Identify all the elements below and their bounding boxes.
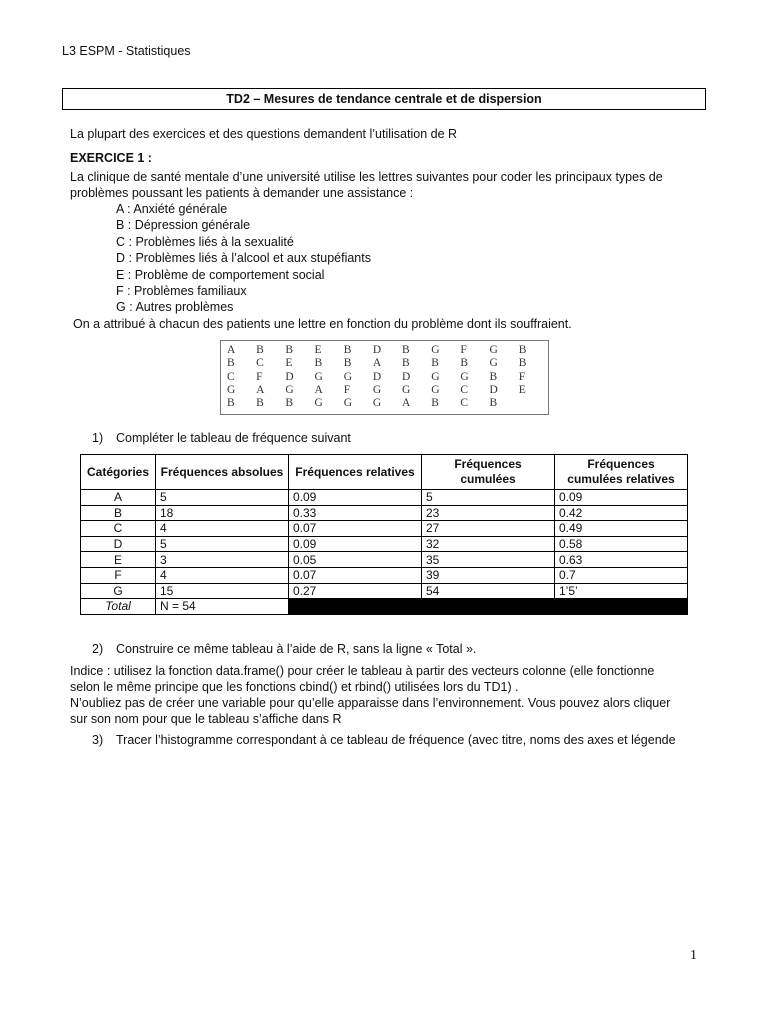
exercise-heading: EXERCICE 1 :: [70, 151, 152, 165]
letter-cell: C: [460, 384, 469, 397]
cell-cumrel: 0.58: [555, 536, 688, 552]
hint-line3: N’oubliez pas de créer une variable pour qu’elle apparaisse dans l’environnement. Vous pouvez alors cliquer: [70, 696, 671, 710]
table-row: [81, 521, 688, 537]
letter-cell: D: [372, 370, 382, 383]
cell-abs: 4: [156, 521, 289, 537]
letter-cell: [519, 397, 548, 410]
header-cumulative-relative: [555, 455, 688, 490]
page-number: 1: [690, 948, 697, 963]
letter-cell: A: [256, 384, 265, 397]
category-item: F : Problèmes familiaux: [116, 284, 247, 299]
letter-cell: G: [343, 370, 352, 383]
letter-cell: B: [256, 344, 264, 357]
cell-cumrel: 0.49: [555, 521, 688, 537]
letter-cell: C: [227, 370, 235, 383]
header-abs: Fréquences absolues: [156, 455, 289, 490]
letter-cell: G: [489, 357, 498, 370]
letter-grid-row: [227, 344, 548, 357]
assignment-text: On a attribué à chacun des patients une lettre en fonction du problème dont ils souffraient.: [73, 317, 572, 331]
letter-cell: G: [227, 384, 236, 397]
question-number: 1): [92, 431, 104, 445]
letter-cell: G: [372, 397, 382, 410]
letter-cell: C: [460, 397, 469, 410]
letter-cell: A: [227, 344, 236, 357]
letter-cell: G: [314, 370, 323, 383]
question-2: [92, 642, 476, 656]
hint-line2: selon le même principe que les fonctions cbind() et rbind() utilisées lors du TD1) .: [70, 680, 519, 694]
header-cum-line2: cumulées: [460, 472, 516, 486]
cell-cumrel: 1’5’: [555, 583, 688, 599]
category-item: D : Problèmes liés à l’alcool et aux stupéfiants: [116, 251, 371, 266]
letter-cell: G: [372, 384, 382, 397]
header-cumrel-line1: Fréquences: [587, 457, 655, 471]
header-rel: Fréquences relatives: [289, 455, 422, 490]
question-text: Compléter le tableau de fréquence suivant: [116, 431, 351, 445]
letter-cell: F: [256, 370, 263, 383]
cell-cum: 5: [422, 490, 555, 506]
letter-cell: A: [402, 397, 411, 410]
letter-cell: G: [402, 384, 411, 397]
cell-rel: 0.09: [289, 490, 422, 506]
letter-cell: B: [256, 397, 264, 410]
letter-cell: B: [431, 357, 439, 370]
category-list: [116, 201, 371, 316]
table-row: [81, 583, 688, 599]
cell-cum: 23: [422, 505, 555, 521]
letter-cell: D: [285, 370, 294, 383]
cell-abs: 5: [156, 490, 289, 506]
letter-cell: B: [489, 370, 498, 383]
category-item: E : Problème de comportement social: [116, 267, 325, 282]
letter-cell: B: [285, 397, 294, 410]
frequency-table: [80, 454, 688, 615]
letter-cell: B: [314, 357, 323, 370]
letter-cell: D: [489, 384, 498, 397]
letter-cell: D: [402, 370, 411, 383]
letter-cell: B: [431, 397, 439, 410]
letter-cell: G: [343, 397, 352, 410]
cell-cumrel: 0.7: [555, 567, 688, 583]
question-text: Construire ce même tableau à l’aide de R, sans la ligne « Total ».: [116, 642, 477, 656]
cell-category: F: [81, 567, 156, 583]
course-header: L3 ESPM - Statistiques: [62, 44, 191, 58]
letter-cell: B: [518, 344, 527, 357]
letter-grid-row: [227, 371, 548, 384]
letter-cell: E: [314, 344, 322, 357]
cell-rel: 0.07: [289, 567, 422, 583]
total-row: [81, 599, 688, 615]
cell-rel: 0.27: [289, 583, 422, 599]
letter-cell: B: [489, 397, 498, 410]
letter-cell: B: [227, 397, 235, 410]
letter-cell: G: [489, 344, 498, 357]
letter-cell: B: [402, 357, 410, 370]
table-row: [81, 552, 688, 568]
cell-abs: 3: [156, 552, 289, 568]
letter-cell: G: [431, 384, 440, 397]
total-value: N = 54: [156, 599, 289, 615]
cell-rel: 0.09: [289, 536, 422, 552]
letter-cell: E: [518, 384, 526, 397]
cell-abs: 5: [156, 536, 289, 552]
letter-grid-table: [227, 344, 548, 410]
cell-cumrel: 0.63: [555, 552, 688, 568]
cell-cumrel: 0.42: [555, 505, 688, 521]
letter-cell: B: [343, 357, 352, 370]
cell-cum: 35: [422, 552, 555, 568]
letter-cell: F: [460, 344, 467, 357]
cell-category: D: [81, 536, 156, 552]
cell-cum: 32: [422, 536, 555, 552]
question-1: [92, 431, 351, 445]
exercise-description-line2: problèmes poussant les patients à demander une assistance :: [70, 186, 414, 200]
question-text: Tracer l’histogramme correspondant à ce tableau de fréquence (avec titre, noms des axes et légende: [116, 733, 676, 747]
letter-grid-row: [227, 397, 548, 410]
table-row: [81, 490, 688, 506]
blacked-out-cells: [289, 599, 688, 615]
letter-cell: B: [402, 344, 410, 357]
cell-category: C: [81, 521, 156, 537]
cell-category: G: [81, 583, 156, 599]
cell-cum: 54: [422, 583, 555, 599]
category-item: C : Problèmes liés à la sexualité: [116, 234, 294, 249]
letter-cell: G: [431, 344, 440, 357]
table-row: [81, 505, 688, 521]
letter-cell: B: [518, 357, 527, 370]
letter-cell: G: [460, 370, 469, 383]
category-item: A : Anxiété générale: [116, 202, 228, 216]
header-cumulative: [422, 455, 555, 490]
cell-rel: 0.33: [289, 505, 422, 521]
cell-cum: 39: [422, 567, 555, 583]
header-cumrel-line2: cumulées relatives: [567, 472, 675, 486]
letter-cell: F: [343, 384, 351, 397]
letter-grid-row: [227, 357, 548, 370]
letter-cell: E: [285, 357, 293, 370]
letter-cell: A: [372, 357, 382, 370]
letter-cell: G: [314, 397, 323, 410]
cell-category: A: [81, 490, 156, 506]
document-title: TD2 – Mesures de tendance centrale et de dispersion: [62, 88, 706, 110]
question-number: 2): [92, 642, 104, 656]
letter-cell: D: [372, 344, 382, 357]
header-cum-line1: Fréquences: [454, 457, 522, 471]
cell-category: B: [81, 505, 156, 521]
letter-cell: G: [431, 370, 440, 383]
letter-cell: B: [285, 344, 294, 357]
question-3: [92, 733, 676, 747]
cell-category: E: [81, 552, 156, 568]
letter-cell: G: [285, 384, 294, 397]
hint-line1: Indice : utilisez la fonction data.frame() pour créer le tableau à partir des vecteurs colonne (elle fonctionne: [70, 664, 655, 678]
header-categories: Catégories: [81, 455, 156, 490]
cell-abs: 18: [156, 505, 289, 521]
exercise-description-line1: La clinique de santé mentale d’une université utilise les lettres suivantes pour coder les principaux types de: [70, 170, 663, 184]
cell-abs: 15: [156, 583, 289, 599]
letter-grid-row: [227, 384, 548, 397]
letter-cell: B: [227, 357, 235, 370]
letter-cell: A: [314, 384, 323, 397]
cell-rel: 0.05: [289, 552, 422, 568]
hint-line4: sur son nom pour que le tableau s’affiche dans R: [70, 712, 342, 726]
letter-cell: F: [518, 370, 526, 383]
cell-abs: 4: [156, 567, 289, 583]
cell-rel: 0.07: [289, 521, 422, 537]
cell-cumrel: 0.09: [555, 490, 688, 506]
total-label: Total: [81, 599, 156, 615]
table-row: [81, 567, 688, 583]
cell-cum: 27: [422, 521, 555, 537]
category-item: G : Autres problèmes: [116, 300, 234, 315]
letter-grid: [220, 340, 549, 415]
question-number: 3): [92, 733, 104, 747]
category-item: B : Dépression générale: [116, 218, 251, 233]
letter-cell: B: [343, 344, 352, 357]
intro-text: La plupart des exercices et des questions demandent l’utilisation de R: [70, 127, 458, 141]
letter-cell: C: [256, 357, 264, 370]
table-row: [81, 536, 688, 552]
letter-cell: B: [460, 357, 469, 370]
